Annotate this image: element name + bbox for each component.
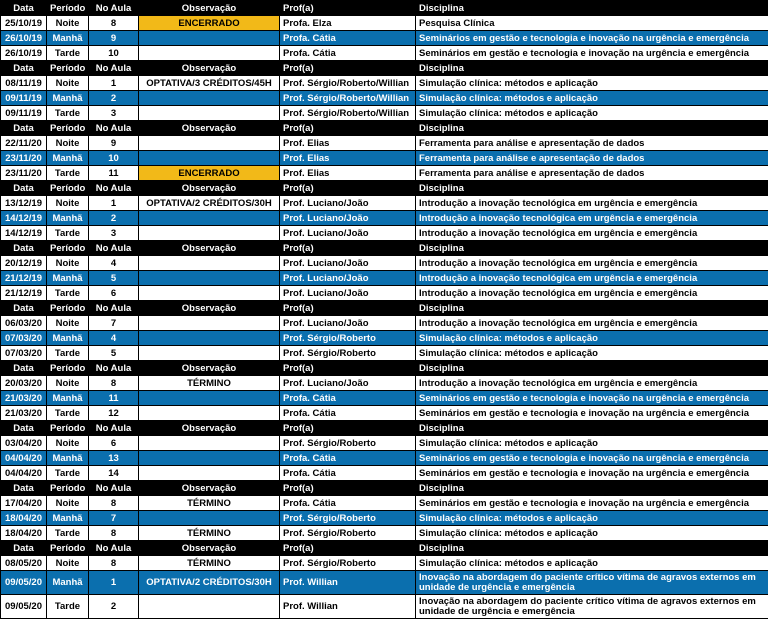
repeat-header-row [1,181,768,196]
period-cell: Tarde [47,595,89,619]
table-row [1,46,768,61]
discipline-cell: Inovação na abordagem do paciente crítico vítima de agravos externos em unidade de urgência e emergência [416,595,768,619]
observation-cell [139,406,280,421]
header-periodo: Período [47,541,89,556]
discipline-cell: Introdução a inovação tecnológica em urgência e emergência [416,376,768,391]
table-row [1,436,768,451]
header-data: Data [1,301,47,316]
discipline-cell: Pesquisa Clínica [416,16,768,31]
table-row [1,346,768,361]
header-prof: Prof(a) [280,241,416,256]
discipline-cell: Simulação clínica: métodos e aplicação [416,526,768,541]
table-row [1,376,768,391]
header-prof: Prof(a) [280,181,416,196]
header-periodo: Período [47,361,89,376]
header-disciplina: Disciplina [416,541,768,556]
date-cell: 04/04/20 [1,466,47,481]
observation-cell [139,211,280,226]
professor-cell: Prof. Luciano/João [280,256,416,271]
professor-cell: Prof. Sérgio/Roberto [280,556,416,571]
lesson-number-cell: 6 [89,436,139,451]
period-cell: Manhã [47,211,89,226]
header-observacao: Observação [139,301,280,316]
period-cell: Tarde [47,406,89,421]
discipline-cell: Introdução a inovação tecnológica em urgência e emergência [416,196,768,211]
header-observacao: Observação [139,1,280,16]
table-row [1,256,768,271]
observation-cell [139,91,280,106]
header-data: Data [1,181,47,196]
table-row [1,166,768,181]
lesson-number-cell: 9 [89,31,139,46]
observation-cell [139,226,280,241]
header-observacao: Observação [139,241,280,256]
lesson-number-cell: 14 [89,466,139,481]
observation-cell [139,511,280,526]
lesson-number-cell: 8 [89,376,139,391]
repeat-header-row [1,301,768,316]
period-cell: Noite [47,256,89,271]
header-data: Data [1,121,47,136]
observation-cell [139,151,280,166]
date-cell: 07/03/20 [1,346,47,361]
discipline-cell: Simulação clínica: métodos e aplicação [416,106,768,121]
discipline-cell: Introdução a inovação tecnológica em urgência e emergência [416,211,768,226]
date-cell: 20/03/20 [1,376,47,391]
observation-cell: TÉRMINO [139,376,280,391]
header-observacao: Observação [139,361,280,376]
table-row [1,511,768,526]
observation-cell [139,331,280,346]
discipline-cell: Seminários em gestão e tecnologia e inovação na urgência e emergência [416,391,768,406]
lesson-number-cell: 7 [89,316,139,331]
discipline-cell: Simulação clínica: métodos e aplicação [416,91,768,106]
observation-cell [139,46,280,61]
table-row [1,556,768,571]
observation-cell: ENCERRADO [139,16,280,31]
header-no-aula: No Aula [89,361,139,376]
period-cell: Noite [47,76,89,91]
schedule-body [1,1,768,619]
lesson-number-cell: 9 [89,136,139,151]
table-row [1,316,768,331]
professor-cell: Prof. Sérgio/Roberto [280,511,416,526]
header-prof: Prof(a) [280,1,416,16]
professor-cell: Prof. Sérgio/Roberto/Willian [280,76,416,91]
discipline-cell: Seminários em gestão e tecnologia e inovação na urgência e emergência [416,466,768,481]
professor-cell: Prof. Luciano/João [280,286,416,301]
observation-cell [139,436,280,451]
observation-cell: TÉRMINO [139,526,280,541]
professor-cell: Prof. Luciano/João [280,211,416,226]
period-cell: Noite [47,16,89,31]
table-row [1,91,768,106]
table-row [1,151,768,166]
discipline-cell: Simulação clínica: métodos e aplicação [416,76,768,91]
date-cell: 23/11/20 [1,151,47,166]
repeat-header-row [1,361,768,376]
table-row [1,391,768,406]
observation-cell [139,346,280,361]
lesson-number-cell: 1 [89,196,139,211]
date-cell: 18/04/20 [1,526,47,541]
discipline-cell: Introdução a inovação tecnológica em urgência e emergência [416,256,768,271]
lesson-number-cell: 10 [89,46,139,61]
period-cell: Noite [47,556,89,571]
period-cell: Manhã [47,391,89,406]
period-cell: Manhã [47,331,89,346]
period-cell: Noite [47,496,89,511]
date-cell: 26/10/19 [1,46,47,61]
professor-cell: Prof. Luciano/João [280,226,416,241]
lesson-number-cell: 11 [89,391,139,406]
discipline-cell: Seminários em gestão e tecnologia e inovação na urgência e emergência [416,46,768,61]
lesson-number-cell: 8 [89,526,139,541]
table-row [1,76,768,91]
professor-cell: Prof. Luciano/João [280,196,416,211]
table-row [1,331,768,346]
period-cell: Tarde [47,166,89,181]
observation-cell [139,136,280,151]
period-cell: Manhã [47,31,89,46]
date-cell: 26/10/19 [1,31,47,46]
date-cell: 22/11/20 [1,136,47,151]
period-cell: Noite [47,436,89,451]
observation-cell [139,271,280,286]
discipline-cell: Ferramenta para análise e apresentação de dados [416,136,768,151]
observation-cell: OPTATIVA/2 CRÉDITOS/30H [139,196,280,211]
period-cell: Tarde [47,106,89,121]
lesson-number-cell: 3 [89,106,139,121]
observation-cell [139,451,280,466]
header-periodo: Período [47,301,89,316]
observation-cell [139,106,280,121]
period-cell: Tarde [47,346,89,361]
lesson-number-cell: 1 [89,76,139,91]
lesson-number-cell: 10 [89,151,139,166]
table-row [1,466,768,481]
header-no-aula: No Aula [89,181,139,196]
discipline-cell: Simulação clínica: métodos e aplicação [416,346,768,361]
observation-cell [139,466,280,481]
observation-cell: ENCERRADO [139,166,280,181]
header-row [1,1,768,16]
table-row [1,106,768,121]
repeat-header-row [1,121,768,136]
lesson-number-cell: 1 [89,571,139,595]
lesson-number-cell: 2 [89,595,139,619]
discipline-cell: Introdução a inovação tecnológica em urgência e emergência [416,226,768,241]
lesson-number-cell: 5 [89,271,139,286]
header-data: Data [1,421,47,436]
period-cell: Tarde [47,526,89,541]
repeat-header-row [1,241,768,256]
header-prof: Prof(a) [280,361,416,376]
discipline-cell: Ferramenta para análise e apresentação de dados [416,151,768,166]
lesson-number-cell: 8 [89,16,139,31]
observation-cell: OPTATIVA/2 CRÉDITOS/30H [139,571,280,595]
date-cell: 09/11/19 [1,91,47,106]
header-periodo: Período [47,481,89,496]
date-cell: 09/05/20 [1,571,47,595]
date-cell: 18/04/20 [1,511,47,526]
professor-cell: Prof. Luciano/João [280,271,416,286]
period-cell: Tarde [47,226,89,241]
date-cell: 21/03/20 [1,406,47,421]
observation-cell [139,595,280,619]
header-disciplina: Disciplina [416,421,768,436]
discipline-cell: Simulação clínica: métodos e aplicação [416,331,768,346]
header-periodo: Período [47,241,89,256]
table-row [1,136,768,151]
header-no-aula: No Aula [89,61,139,76]
header-data: Data [1,361,47,376]
header-prof: Prof(a) [280,301,416,316]
date-cell: 23/11/20 [1,166,47,181]
header-disciplina: Disciplina [416,121,768,136]
date-cell: 14/12/19 [1,226,47,241]
period-cell: Noite [47,196,89,211]
period-cell: Noite [47,376,89,391]
header-data: Data [1,541,47,556]
observation-cell [139,391,280,406]
date-cell: 04/04/20 [1,451,47,466]
date-cell: 09/05/20 [1,595,47,619]
discipline-cell: Seminários em gestão e tecnologia e inovação na urgência e emergência [416,31,768,46]
period-cell: Tarde [47,46,89,61]
date-cell: 13/12/19 [1,196,47,211]
header-no-aula: No Aula [89,481,139,496]
repeat-header-row [1,481,768,496]
repeat-header-row [1,541,768,556]
header-data: Data [1,481,47,496]
header-disciplina: Disciplina [416,241,768,256]
table-row [1,595,768,619]
professor-cell: Prof. Willian [280,571,416,595]
professor-cell: Profa. Cátia [280,391,416,406]
date-cell: 03/04/20 [1,436,47,451]
header-no-aula: No Aula [89,541,139,556]
lesson-number-cell: 8 [89,556,139,571]
discipline-cell: Seminários em gestão e tecnologia e inovação na urgência e emergência [416,496,768,511]
header-disciplina: Disciplina [416,61,768,76]
header-no-aula: No Aula [89,301,139,316]
date-cell: 17/04/20 [1,496,47,511]
professor-cell: Prof. Sérgio/Roberto [280,526,416,541]
header-data: Data [1,61,47,76]
professor-cell: Prof. Sérgio/Roberto/Willian [280,91,416,106]
professor-cell: Prof. Sérgio/Roberto/Willian [280,106,416,121]
discipline-cell: Simulação clínica: métodos e aplicação [416,436,768,451]
header-observacao: Observação [139,541,280,556]
header-no-aula: No Aula [89,421,139,436]
professor-cell: Profa. Cátia [280,496,416,511]
header-observacao: Observação [139,181,280,196]
header-disciplina: Disciplina [416,301,768,316]
observation-cell: OPTATIVA/3 CRÉDITOS/45H [139,76,280,91]
header-periodo: Período [47,421,89,436]
professor-cell: Prof. Sérgio/Roberto [280,436,416,451]
professor-cell: Prof. Sérgio/Roberto [280,346,416,361]
professor-cell: Prof. Sérgio/Roberto [280,331,416,346]
header-disciplina: Disciplina [416,361,768,376]
discipline-cell: Inovação na abordagem do paciente crítico vítima de agravos externos em unidade de urgência e emergência [416,571,768,595]
header-no-aula: No Aula [89,241,139,256]
table-row [1,286,768,301]
discipline-cell: Introdução a inovação tecnológica em urgência e emergência [416,271,768,286]
lesson-number-cell: 13 [89,451,139,466]
header-periodo: Período [47,61,89,76]
table-row [1,196,768,211]
observation-cell [139,286,280,301]
lesson-number-cell: 4 [89,256,139,271]
date-cell: 06/03/20 [1,316,47,331]
observation-cell: TÉRMINO [139,556,280,571]
header-data: Data [1,1,47,16]
date-cell: 07/03/20 [1,331,47,346]
table-row [1,31,768,46]
table-row [1,271,768,286]
discipline-cell: Introdução a inovação tecnológica em urgência e emergência [416,316,768,331]
header-prof: Prof(a) [280,61,416,76]
period-cell: Noite [47,316,89,331]
header-prof: Prof(a) [280,121,416,136]
date-cell: 21/12/19 [1,286,47,301]
table-row [1,211,768,226]
date-cell: 25/10/19 [1,16,47,31]
period-cell: Tarde [47,286,89,301]
lesson-number-cell: 6 [89,286,139,301]
observation-cell [139,316,280,331]
date-cell: 08/05/20 [1,556,47,571]
discipline-cell: Seminários em gestão e tecnologia e inovação na urgência e emergência [416,406,768,421]
lesson-number-cell: 3 [89,226,139,241]
professor-cell: Profa. Cátia [280,31,416,46]
date-cell: 21/12/19 [1,271,47,286]
header-observacao: Observação [139,61,280,76]
lesson-number-cell: 4 [89,331,139,346]
lesson-number-cell: 12 [89,406,139,421]
header-observacao: Observação [139,421,280,436]
header-disciplina: Disciplina [416,1,768,16]
lesson-number-cell: 5 [89,346,139,361]
professor-cell: Prof. Luciano/João [280,376,416,391]
table-row [1,571,768,595]
professor-cell: Profa. Cátia [280,46,416,61]
header-observacao: Observação [139,481,280,496]
table-row [1,451,768,466]
header-data: Data [1,241,47,256]
discipline-cell: Introdução a inovação tecnológica em urgência e emergência [416,286,768,301]
professor-cell: Prof. Elias [280,136,416,151]
header-periodo: Período [47,1,89,16]
lesson-number-cell: 2 [89,211,139,226]
header-prof: Prof(a) [280,421,416,436]
professor-cell: Prof. Elias [280,151,416,166]
header-disciplina: Disciplina [416,481,768,496]
period-cell: Manhã [47,511,89,526]
header-periodo: Período [47,181,89,196]
professor-cell: Prof. Luciano/João [280,316,416,331]
header-observacao: Observação [139,121,280,136]
date-cell: 21/03/20 [1,391,47,406]
period-cell: Tarde [47,466,89,481]
table-row [1,226,768,241]
period-cell: Manhã [47,451,89,466]
header-periodo: Período [47,121,89,136]
period-cell: Noite [47,136,89,151]
repeat-header-row [1,61,768,76]
date-cell: 08/11/19 [1,76,47,91]
date-cell: 20/12/19 [1,256,47,271]
professor-cell: Prof. Elias [280,166,416,181]
discipline-cell: Simulação clínica: métodos e aplicação [416,556,768,571]
period-cell: Manhã [47,571,89,595]
header-prof: Prof(a) [280,541,416,556]
header-no-aula: No Aula [89,121,139,136]
professor-cell: Profa. Elza [280,16,416,31]
repeat-header-row [1,421,768,436]
professor-cell: Profa. Cátia [280,451,416,466]
header-prof: Prof(a) [280,481,416,496]
header-disciplina: Disciplina [416,181,768,196]
period-cell: Manhã [47,91,89,106]
date-cell: 14/12/19 [1,211,47,226]
table-row [1,406,768,421]
header-no-aula: No Aula [89,1,139,16]
date-cell: 09/11/19 [1,106,47,121]
professor-cell: Profa. Cátia [280,406,416,421]
discipline-cell: Ferramenta para análise e apresentação de dados [416,166,768,181]
observation-cell [139,256,280,271]
table-row [1,16,768,31]
observation-cell: TÉRMINO [139,496,280,511]
table-row [1,526,768,541]
period-cell: Manhã [47,271,89,286]
period-cell: Manhã [47,151,89,166]
professor-cell: Profa. Cátia [280,466,416,481]
lesson-number-cell: 7 [89,511,139,526]
lesson-number-cell: 8 [89,496,139,511]
discipline-cell: Seminários em gestão e tecnologia e inovação na urgência e emergência [416,451,768,466]
discipline-cell: Simulação clínica: métodos e aplicação [416,511,768,526]
table-row [1,496,768,511]
lesson-number-cell: 11 [89,166,139,181]
observation-cell [139,31,280,46]
lesson-number-cell: 2 [89,91,139,106]
professor-cell: Prof. Willian [280,595,416,619]
